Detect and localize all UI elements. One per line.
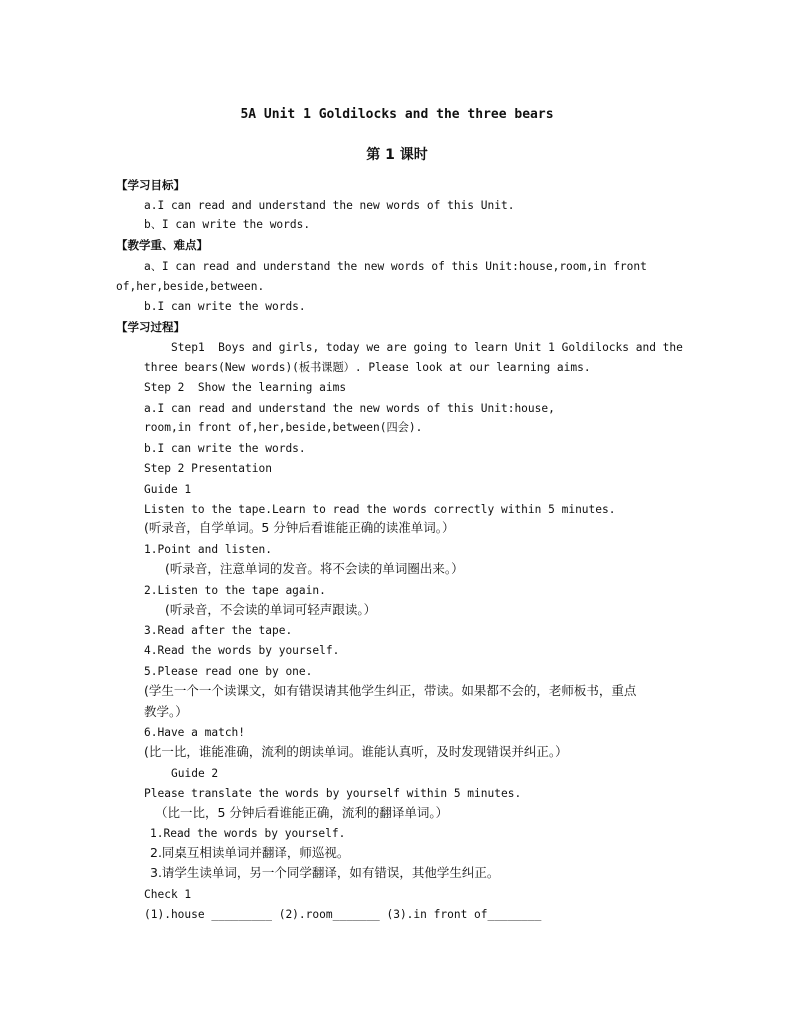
process-line: Step 2 Show the learning aims	[144, 381, 347, 394]
key-point-line: of,her,beside,between.	[116, 280, 265, 293]
process-line: Guide 1	[144, 483, 192, 496]
process-line: 2.Listen to the tape again.	[144, 584, 326, 597]
key-point-line: a、I can read and understand the new words of this Unit:house,room,in front	[144, 260, 647, 273]
process-line: 6.Have a match!	[144, 726, 246, 739]
process-line: 5.Please read one by one.	[144, 665, 313, 678]
process-line: (学生一个一个读课文，如有错误请其他学生纠正，带读。如果都不会的，老师板书，重点	[144, 683, 637, 698]
process-line: Guide 2	[171, 767, 219, 780]
process-line: b.I can write the words.	[144, 442, 306, 455]
process-line: three bears(New words)(板书课题）. Please look at our learning aims.	[144, 361, 591, 374]
process-line: a.I can read and understand the new words of this Unit:house,	[144, 402, 555, 415]
process-line: (听录音，自学单词。5 分钟后看谁能正确的读准单词。）	[144, 520, 455, 535]
process-line: 3.Read after the tape.	[144, 624, 293, 637]
process-line: Please translate the words by yourself within 5 minutes.	[144, 787, 522, 800]
lesson-subtitle: 第 1 课时	[366, 147, 428, 163]
process-line: 3.请学生读单词，另一个同学翻译，如有错误，其他学生纠正。	[150, 865, 500, 880]
objective-line: b、I can write the words.	[144, 218, 311, 231]
process-line: （比一比，5 分钟后看谁能正确，流利的翻译单词。）	[155, 805, 449, 820]
process-line: Listen to the tape.Learn to read the words correctly within 5 minutes.	[144, 503, 616, 516]
process-line: 1.Read the words by yourself.	[150, 827, 346, 840]
process-heading: 【学习过程】	[116, 320, 185, 334]
process-line: 4.Read the words by yourself.	[144, 644, 340, 657]
process-line: (听录音，注意单词的发音。将不会读的单词圈出来。）	[165, 561, 464, 576]
process-line: 教学。）	[144, 704, 188, 719]
check-exercise-line: (1).house _________ (2).room_______ (3).in front of________	[144, 908, 542, 921]
process-line: room,in front of,her,beside,between(四会).	[144, 421, 423, 434]
process-line: (听录音，不会读的单词可轻声跟读。）	[165, 602, 377, 617]
process-line: Check 1	[144, 888, 192, 901]
key-points-heading: 【教学重、难点】	[116, 238, 208, 252]
key-point-line: b.I can write the words.	[144, 300, 306, 313]
objectives-heading: 【学习目标】	[116, 178, 185, 192]
process-line: 1.Point and listen.	[144, 543, 272, 556]
objective-line: a.I can read and understand the new words of this Unit.	[144, 199, 515, 212]
process-line: Step 2 Presentation	[144, 462, 272, 475]
process-line: (比一比，谁能准确，流利的朗读单词。谁能认真听，及时发现错误并纠正。）	[144, 744, 568, 759]
process-line: Step1 Boys and girls, today we are going to learn Unit 1 Goldilocks and the	[171, 341, 683, 354]
process-line: 2.同桌互相读单词并翻译，师巡视。	[150, 845, 350, 860]
document-title: 5A Unit 1 Goldilocks and the three bears	[240, 107, 554, 122]
